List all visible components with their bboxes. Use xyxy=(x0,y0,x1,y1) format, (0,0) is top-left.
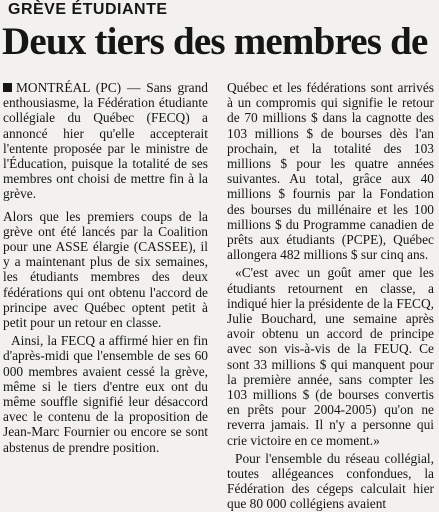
dateline: MONTRÉAL (PC) xyxy=(16,80,122,95)
lead-paragraph xyxy=(3,80,208,202)
paragraph: Québec et les fédérations sont arrivés à un compromis qui signifie le retour de 70 millions $ dans la cagnotte des 103 millions $ de bourses dès l'an prochain, et la totalité des 103 millions $ pour les quatre années suivantes. Au total, grâce aux 40 millions $ fournis par la Fondation des bourses du millénaire et les 100 millions $ du Programme canadien de prêts aux étudiants (PCPE), Québec allongera 482 millions $ sur cinq ans. xyxy=(227,80,434,263)
paragraph: Alors que les premiers coups de la grève ont été lancés par la Coalition pour une ASSE élargie (CASSEE), il y a maintenant plus de six semaines, les étudiants membres des deux fédérations qui ont obtenu l'accord de principe avec Québec optent petit à petit pour un retour en classe. xyxy=(3,208,208,331)
bullet-square-icon xyxy=(3,83,12,92)
article-column-right xyxy=(227,80,434,512)
paragraph: Ainsi, la FECQ a affirmé hier en fin d'après-midi que l'ensemble de ses 60 000 membres avaient cessé la grève, même si le tiers d'entre eux ont du même souffle signifié leur désaccord avec le contenu de la proposition de Jean-Marc Fournier ou encore se sont abstenus de prendre position. xyxy=(3,333,208,455)
paragraph: Pour l'ensemble du réseau collégial, toutes allégeances confondues, la Fédération des cégeps calculait hier que 80 000 collégiens avaient xyxy=(227,450,434,512)
lead-paragraph-text: — Sans grand enthousiasme, la Fédération étudiante collégiale du Québec (FECQ) a annoncé hier qu'elle accepterait l'entente proposée par le ministre de l'Éducation, puisque la totalité de ses membres ont choisi de mettre fin à la grève. xyxy=(3,80,208,202)
quote-paragraph: «C'est avec un goût amer que les étudiants retournent en classe, a indiqué hier la présidente de la FECQ, Julie Bouchard, une semaine après avoir obtenu un accord de principe avec son vis-à-vis de la FEUQ. Ce sont 33 millions $ qui manquent pour la première année, sans compter les 103 millions $ (de bourses convertis en prêts pour 2004-2005) qu'on ne reverra jamais. Il n'y a personne qui crie victoire en ce moment.» xyxy=(227,265,434,448)
article-column-left xyxy=(3,80,208,455)
section-kicker: GRÈVE ÉTUDIANTE xyxy=(8,1,168,18)
article-headline: Deux tiers des membres de xyxy=(2,20,428,63)
